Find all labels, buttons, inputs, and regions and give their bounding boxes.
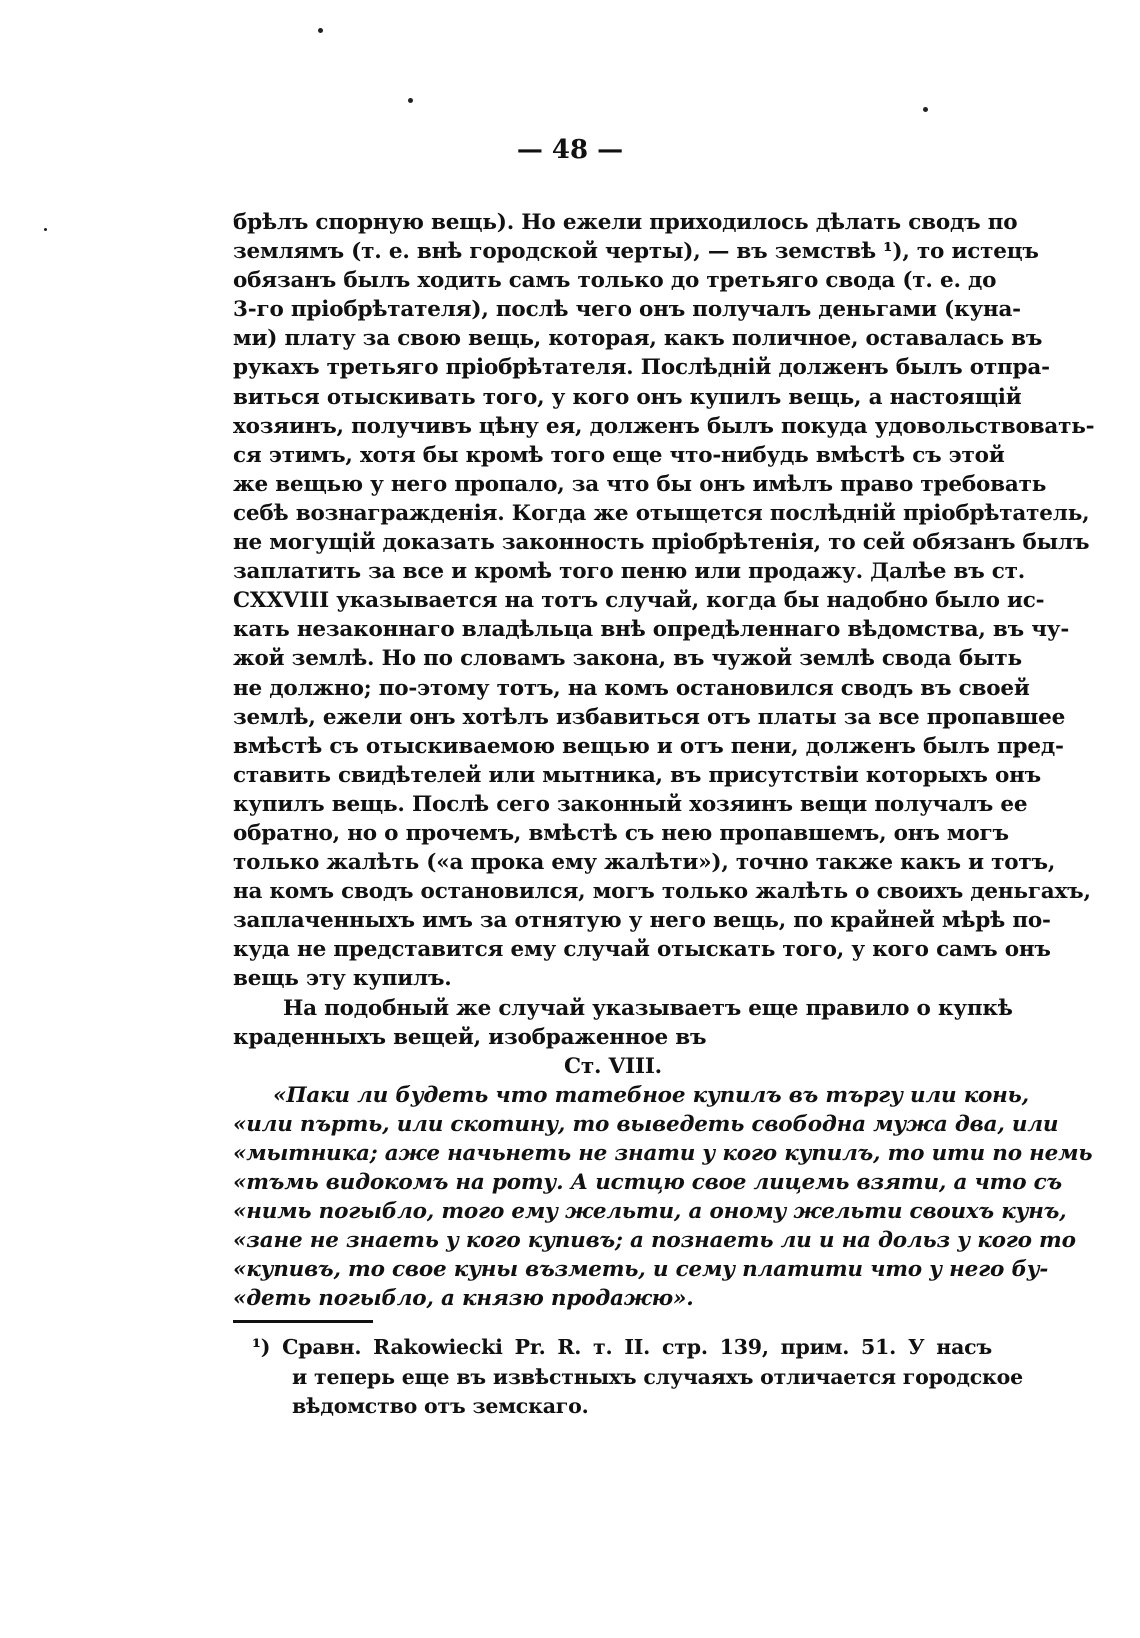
text-line: брѣлъ спорную вещь). Но ежели приходилось дѣлать сводъ по — [233, 210, 1018, 235]
text-line: CXXVIII указывается на тотъ случай, когда бы надобно было ис- — [233, 588, 1045, 614]
paragraph-line: краденныхъ вещей, изображенное въ — [233, 1024, 707, 1050]
ink-speck — [318, 28, 323, 33]
text-line: 3-го пріобрѣтателя), послѣ чего онъ получалъ деньгами (куна- — [233, 297, 1021, 323]
text-line: землѣ, ежели онъ хотѣлъ избавиться отъ платы за все пропавшее — [233, 704, 1066, 730]
ink-speck — [408, 98, 413, 103]
text-line: виться отыскивать того, у кого онъ купилъ вещь, а настоящій — [233, 384, 1022, 410]
text-line: обязанъ былъ ходить самъ только до третьяго свода (т. е. до — [233, 268, 997, 294]
text-line: куда не представится ему случай отыскать того, у кого самъ онъ — [233, 937, 1051, 963]
text-line: только жалѣть («а прока ему жалѣти»), точно также какъ и тотъ, — [233, 850, 1056, 876]
page-number: — 48 — — [516, 135, 624, 165]
text-line: рукахъ третьяго пріобрѣтателя. Послѣдній долженъ былъ отпра- — [233, 355, 1050, 381]
ink-speck — [923, 107, 928, 112]
text-line: ставить свидѣтелей или мытника, въ присутствіи которыхъ онъ — [233, 762, 1041, 788]
text-line: хозяинъ, получивъ цѣну ея, долженъ былъ покуда удовольствовать- — [233, 413, 1095, 439]
text-line: на комъ сводъ остановился, могъ только жалѣть о своихъ деньгахъ, — [233, 879, 1091, 905]
paragraph-line: На подобный же случай указываетъ еще правило о купкѣ — [283, 995, 1013, 1021]
footnote-line: вѣдомство отъ земскаго. — [292, 1394, 589, 1418]
text-line: обратно, но о прочемъ, вмѣстѣ съ нею пропавшемъ, онъ могъ — [233, 820, 1009, 846]
text-line: не могущій доказать законность пріобрѣтенія, то сей обязанъ былъ — [233, 530, 1090, 556]
text-line: ся этимъ, хотя бы кромѣ того еще что-нибудь вмѣстѣ съ этой — [233, 442, 1005, 468]
text-line: же вещью у него пропало, за что бы онъ имѣлъ право требовать — [233, 471, 1047, 497]
quote-line: «мытника; аже начьнеть не знати у кого купилъ, то ити по немь — [233, 1141, 1093, 1166]
footnote — [252, 1333, 1023, 1422]
quote-line: «купивъ, то свое куны възметь, и сему платити что у него бу- — [233, 1257, 1049, 1283]
footnote-line: и теперь еще въ извѣстныхъ случаяхъ отличается городское — [292, 1364, 1023, 1389]
quote-line: «Паки ли будеть что татебное купилъ въ търгу или конь, — [273, 1082, 1029, 1108]
text-line: не должно; по-этому тотъ, на комъ остановился сводъ въ своей — [233, 675, 1030, 701]
text-line: вмѣстѣ съ отыскиваемою вещью и отъ пени, долженъ былъ пред- — [233, 733, 1064, 759]
text-line: вещь эту купилъ. — [233, 966, 452, 992]
quote-line: «деть погыбло, а князю продажю». — [233, 1286, 694, 1312]
text-line: ми) плату за свою вещь, которая, какъ поличное, оставалась въ — [233, 326, 1043, 352]
text-line: себѣ вознагражденія. Когда же отыщется послѣдній пріобрѣтатель, — [233, 500, 1090, 526]
text-line: кать незаконнаго владѣльца внѣ опредѣленнаго вѣдомства, въ чу- — [233, 617, 1070, 643]
footnote-divider — [233, 1320, 373, 1323]
text-line: землямъ (т. е. внѣ городской черты), — въ земствѣ ¹), то истецъ — [233, 239, 1039, 265]
footnote-line: ¹) Сравн. Rakowiecki Pr. R. т. II. стр. 139, прим. 51. У насъ — [252, 1335, 992, 1359]
article-heading: Ст. VIII. — [564, 1053, 662, 1079]
quote-line: «зане не знаеть у кого купивъ; а познаеть ли и на дольз у кого то — [233, 1228, 1076, 1254]
text-line: заплатить за все и кромѣ того пеню или продажу. Далѣе въ ст. — [233, 559, 1026, 585]
quote-line: «тъмь видокомъ на роту. А истцю свое лицемь взяти, а что съ — [233, 1170, 1062, 1196]
quote-line: «или пърть, или скотину, то выведеть свободна мужа два, или — [233, 1111, 1059, 1137]
text-line: заплаченныхъ имъ за отнятую у него вещь, по крайней мѣрѣ по- — [233, 908, 1051, 934]
text-line: жой землѣ. Но по словамъ закона, въ чужой землѣ свода быть — [233, 646, 1022, 672]
ink-speck — [44, 228, 47, 231]
quote-line: «нимь погыбло, того ему жельти, а оному жельти своихъ кунъ, — [233, 1199, 1067, 1225]
text-line: купилъ вещь. Послѣ сего законный хозяинъ вещи получалъ ее — [233, 791, 1028, 817]
main-text — [233, 208, 1095, 1314]
